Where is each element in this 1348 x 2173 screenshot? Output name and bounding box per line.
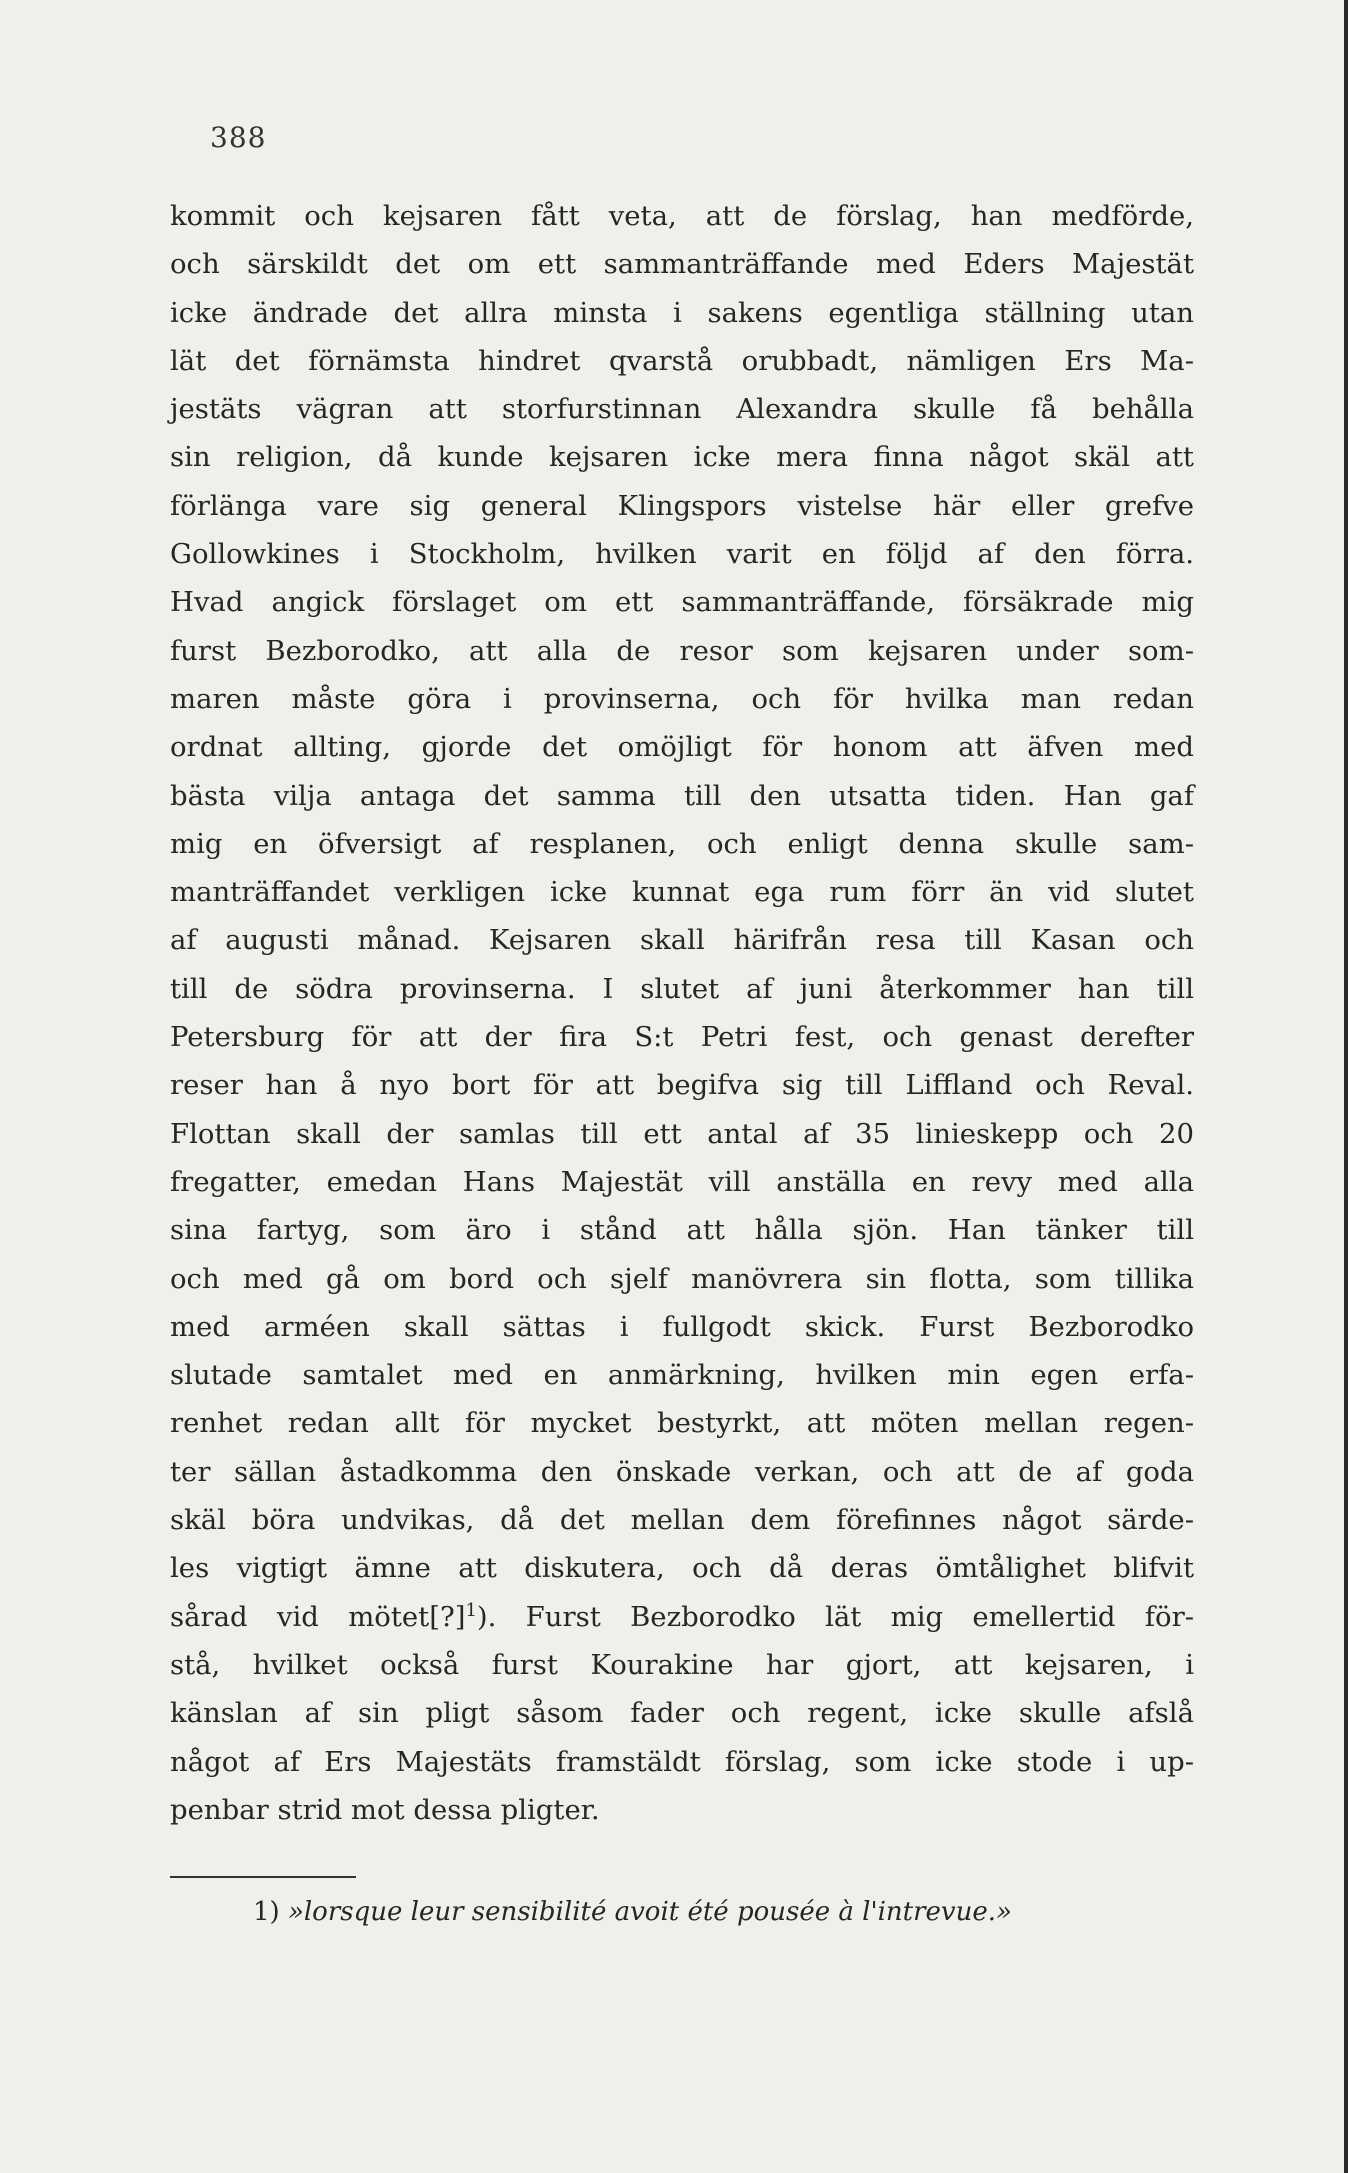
text-line-tail: ). Furst Bezborodko lät mig emellertid för- bbox=[476, 1600, 1195, 1633]
text-line: till de södra provinserna. I slutet af juni återkommer han till bbox=[170, 972, 1194, 1005]
text-line: fregatter, emedan Hans Majestät vill anställa en revy med alla bbox=[170, 1165, 1194, 1198]
text-line: furst Bezborodko, att alla de resor som kejsaren under som- bbox=[170, 634, 1194, 667]
text-line: af augusti månad. Kejsaren skall härifrån resa till Kasan och bbox=[170, 924, 1194, 957]
text-line: Flottan skall der samlas till ett antal af 35 linieskepp och 20 bbox=[170, 1117, 1194, 1150]
text-line: Hvad angick förslaget om ett sammanträffande, försäkrade mig bbox=[170, 586, 1194, 619]
footnote-text: »lorsque leur sensibilité avoit été pousée à l'intrevue.» bbox=[287, 1897, 1012, 1927]
text-line: något af Ers Majestäts framstäldt förslag, som icke stode i up- bbox=[170, 1745, 1194, 1778]
body-text bbox=[170, 192, 1194, 1834]
text-line: sin religion, då kunde kejsaren icke mera finna något skäl att bbox=[170, 441, 1194, 474]
page-number: 388 bbox=[210, 121, 267, 154]
text-line: förlänga vare sig general Klingspors vistelse här eller grefve bbox=[170, 489, 1194, 522]
text-line: stå, hvilket också furst Kourakine har gjort, att kejsaren, i bbox=[170, 1648, 1194, 1681]
text-line: Petersburg för att der fira S:t Petri fest, och genast derefter bbox=[170, 1021, 1194, 1054]
text-line: les vigtigt ämne att diskutera, och då deras ömtålighet blifvit bbox=[170, 1552, 1194, 1585]
text-line: penbar strid mot dessa pligter. bbox=[170, 1793, 600, 1826]
text-line: sina fartyg, som äro i stånd att hålla sjön. Han tänker till bbox=[170, 1214, 1194, 1247]
text-line: och särskildt det om ett sammanträffande med Eders Majestät bbox=[170, 248, 1194, 281]
text-line: skäl böra undvikas, då det mellan dem förefinnes något särde- bbox=[170, 1504, 1194, 1537]
footnote-marker: 1) bbox=[253, 1897, 280, 1927]
text-line: och med gå om bord och sjelf manövrera sin flotta, som tillika bbox=[170, 1262, 1194, 1295]
text-line: reser han å nyo bort för att begifva sig till Liffland och Reval. bbox=[170, 1069, 1194, 1102]
text-line-head: sårad vid mötet[?] bbox=[170, 1600, 466, 1633]
text-line: renhet redan allt för mycket bestyrkt, att möten mellan regen- bbox=[170, 1407, 1194, 1440]
text-line: bästa vilja antaga det samma till den utsatta tiden. Han gaf bbox=[170, 779, 1194, 812]
text-line: lät det förnämsta hindret qvarstå orubbadt, nämligen Ers Ma- bbox=[170, 344, 1194, 377]
text-line: känslan af sin pligt såsom fader och regent, icke skulle afslå bbox=[170, 1697, 1194, 1730]
footnote-separator bbox=[170, 1876, 356, 1878]
text-line: slutade samtalet med en anmärkning, hvilken min egen erfa- bbox=[170, 1359, 1194, 1392]
text-line: ter sällan åstadkomma den önskade verkan, och att de af goda bbox=[170, 1455, 1194, 1488]
text-line: jestäts vägran att storfurstinnan Alexandra skulle få behålla bbox=[170, 393, 1194, 426]
text-line: med arméen skall sättas i fullgodt skick. Furst Bezborodko bbox=[170, 1310, 1194, 1343]
text-line: Gollowkines i Stockholm, hvilken varit en följd af den förra. bbox=[170, 538, 1194, 571]
footnote bbox=[253, 1897, 1012, 1927]
text-line: maren måste göra i provinserna, och för hvilka man redan bbox=[170, 682, 1194, 715]
footnote-ref-marker[interactable]: 1 bbox=[465, 1599, 477, 1621]
page-edge-shadow bbox=[1344, 0, 1348, 2173]
text-line: icke ändrade det allra minsta i sakens egentliga ställning utan bbox=[170, 296, 1194, 329]
text-line: kommit och kejsaren fått veta, att de förslag, han medförde, bbox=[170, 200, 1194, 232]
text-line: ordnat allting, gjorde det omöjligt för honom att äfven med bbox=[170, 731, 1194, 764]
text-line: manträffandet verkligen icke kunnat ega rum förr än vid slutet bbox=[170, 876, 1194, 909]
text-line-with-footnote-ref bbox=[170, 1593, 1194, 1641]
text-line: mig en öfversigt af resplanen, och enligt denna skulle sam- bbox=[170, 827, 1194, 860]
